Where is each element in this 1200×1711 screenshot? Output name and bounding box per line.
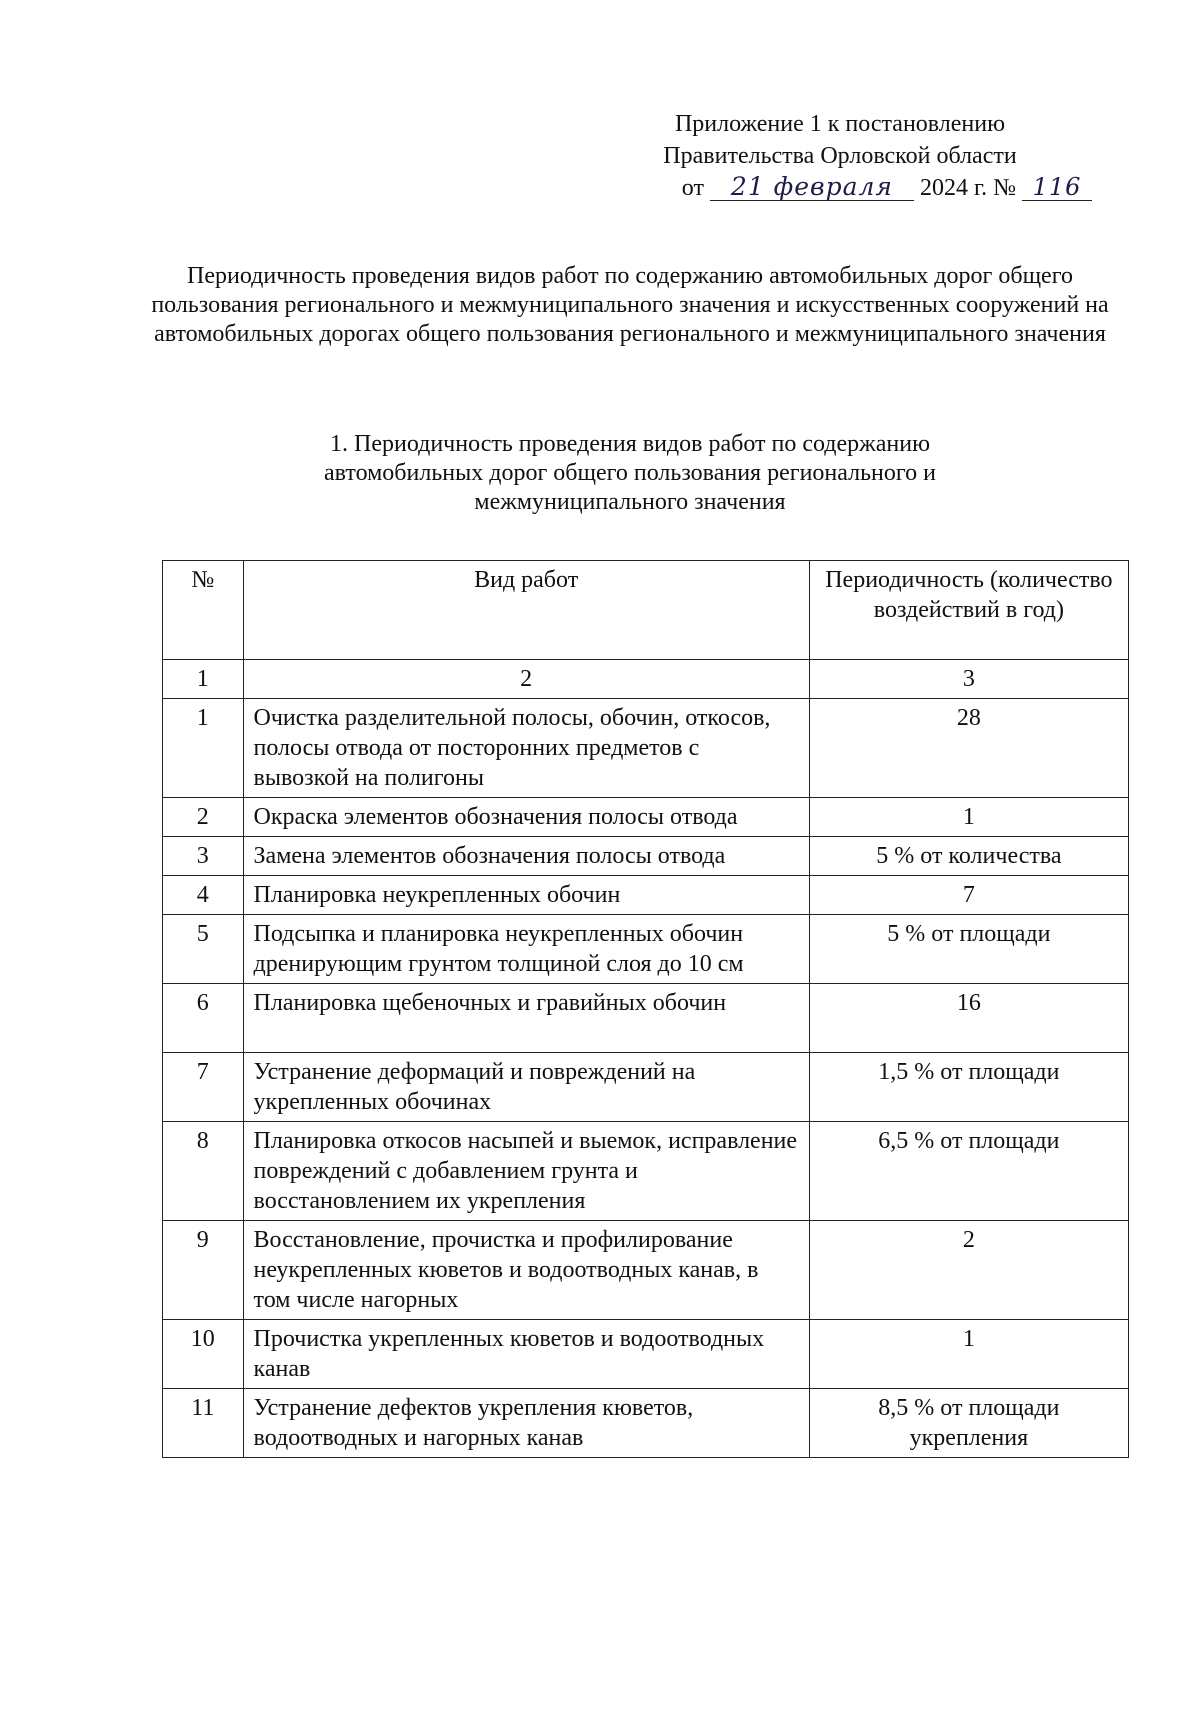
row-frequency-cell: 8,5 % от площади укрепления [809,1389,1128,1458]
row-number-cell: 9 [163,1221,244,1320]
row-number-cell: 6 [163,984,244,1053]
year-text: 2024 г. № [919,175,1016,201]
section-number: 1. [329,431,348,457]
document-title: Периодичность проведения видов работ по содержанию автомобильных дорог общего пользования регионального и межмуниципального значения и искусственных сооружений на автомобильных дорогах общего пользования регионального и межмуниципального значения [151,263,1109,347]
header-line-2: Правительства Орловской области [663,143,1017,169]
row-work-cell: Очистка разделительной полосы, обочин, откосов, полосы отвода от посторонних предметов с вывозкой на полигоны [243,699,809,798]
row-number-cell: 5 [163,915,244,984]
row-work-cell: Планировка откосов насыпей и выемок, исправление повреждений с добавлением грунта и восстановлением их укрепления [243,1122,809,1221]
row-work-cell: Прочистка укрепленных кюветов и водоотводных канав [243,1320,809,1389]
row-frequency-cell: 7 [809,876,1128,915]
row-number-cell: 7 [163,1053,244,1122]
column-number-cell: 1 [163,660,244,699]
row-work-cell: Устранение дефектов укрепления кюветов, водоотводных и нагорных канав [243,1389,809,1458]
row-number-cell: 11 [163,1389,244,1458]
row-frequency-cell: 1,5 % от площади [809,1053,1128,1122]
row-frequency-cell: 5 % от площади [809,915,1128,984]
row-frequency-cell: 1 [809,798,1128,837]
table-header-row [163,561,1129,660]
header-cell-number: № [163,561,244,660]
row-work-cell: Замена элементов обозначения полосы отвода [243,837,809,876]
date-prefix: от [681,175,704,201]
works-table [162,560,1129,1458]
row-frequency-cell: 28 [809,699,1128,798]
row-work-cell: Восстановление, прочистка и профилирование неукрепленных кюветов и водоотводных канав, в том числе нагорных [243,1221,809,1320]
table-row [163,876,1129,915]
table-row [163,798,1129,837]
row-frequency-cell: 16 [809,984,1128,1053]
row-number-cell: 10 [163,1320,244,1389]
table-row [163,915,1129,984]
row-frequency-cell: 2 [809,1221,1128,1320]
row-number-cell: 2 [163,798,244,837]
handwritten-number: 116 [1022,174,1092,201]
header-cell-work: Вид работ [243,561,809,660]
row-frequency-cell: 1 [809,1320,1128,1389]
row-work-cell: Устранение деформаций и повреждений на укрепленных обочинах [243,1053,809,1122]
row-frequency-cell: 5 % от количества [809,837,1128,876]
document-header [580,108,1100,204]
row-work-cell: Планировка неукрепленных обочин [243,876,809,915]
column-number-cell: 3 [809,660,1128,699]
row-number-cell: 1 [163,699,244,798]
row-work-cell: Подсыпка и планировка неукрепленных обочин дренирующим грунтом толщиной слоя до 10 см [243,915,809,984]
header-line-3 [580,172,1100,204]
handwritten-date: 21 февраля [710,174,914,201]
row-number-cell: 8 [163,1122,244,1221]
table-row [163,837,1129,876]
row-number-cell: 3 [163,837,244,876]
row-number-cell: 4 [163,876,244,915]
table-row [163,1320,1129,1389]
table-row [163,1221,1129,1320]
section-title: Периодичность проведения видов работ по содержанию автомобильных дорог общего пользования регионального и межмуниципального значения [324,431,936,515]
header-cell-frequency: Периодичность (количество воздействий в год) [809,561,1128,660]
row-work-cell: Планировка щебеночных и гравийных обочин [243,984,809,1053]
table-row [163,699,1129,798]
table-row [163,1053,1129,1122]
row-work-cell: Окраска элементов обозначения полосы отвода [243,798,809,837]
column-number-row [163,660,1129,699]
table-row [163,984,1129,1053]
section-heading [270,430,990,517]
table-row [163,1389,1129,1458]
header-line-1: Приложение 1 к постановлению [674,111,1006,137]
row-frequency-cell: 6,5 % от площади [809,1122,1128,1221]
column-number-cell: 2 [243,660,809,699]
table-row [163,1122,1129,1221]
